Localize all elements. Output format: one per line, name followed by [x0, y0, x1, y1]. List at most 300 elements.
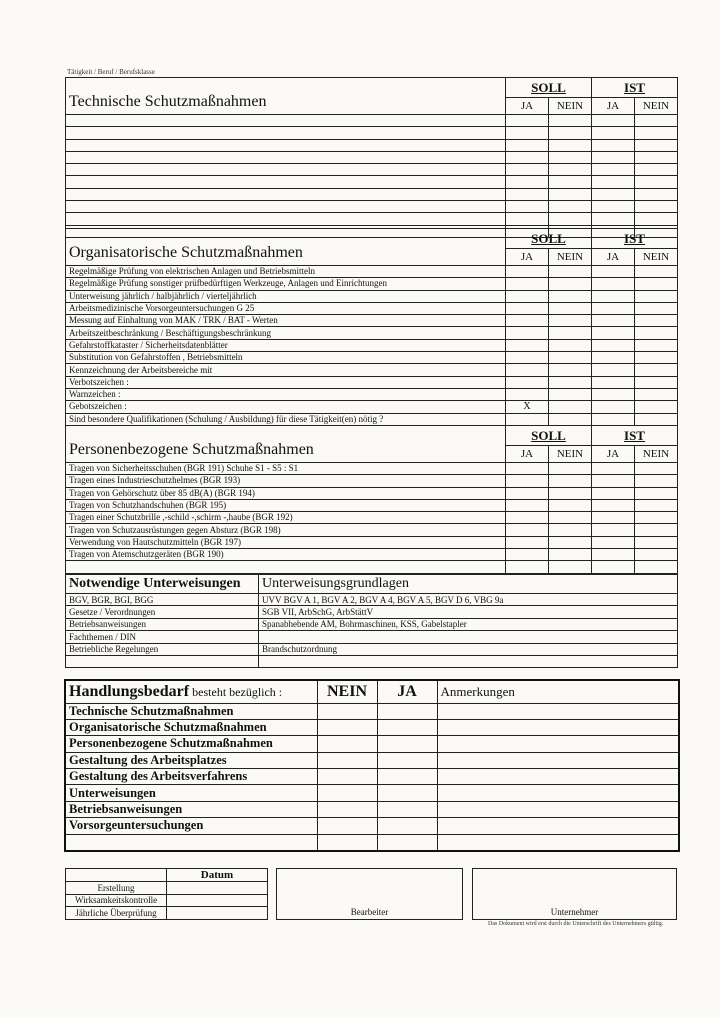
handlung-row: [65, 818, 679, 834]
soll-nein-cell[interactable]: [549, 127, 592, 139]
ja-header: JA: [506, 98, 549, 115]
ist-nein-cell[interactable]: [635, 352, 678, 364]
ist-nein-cell[interactable]: [635, 201, 678, 213]
ist-ja-cell[interactable]: [592, 188, 635, 200]
personen-row: [66, 524, 678, 536]
unterweisung-row: [66, 655, 678, 667]
ist-header: IST: [592, 78, 678, 98]
ist-nein-cell[interactable]: [635, 536, 678, 548]
handlung-anmerkung-cell[interactable]: [437, 752, 679, 768]
technische-row: [66, 127, 678, 139]
soll-nein-cell[interactable]: [549, 339, 592, 351]
ist-ja-cell[interactable]: [592, 201, 635, 213]
datum-value[interactable]: [167, 907, 268, 920]
bearbeiter-signature-box[interactable]: [276, 868, 463, 920]
unterweisung-row: [66, 631, 678, 643]
ist-nein-cell[interactable]: [635, 327, 678, 339]
personen-label: Tragen von Sicherheitsschuhen (BGR 191) Schuhe S1 - S5 : S1: [66, 463, 506, 475]
handlung-anmerkung-cell[interactable]: [437, 818, 679, 834]
unterweisung-category: Betriebsanweisungen: [66, 618, 259, 630]
organisatorische-label: Regelmäßige Prüfung sonstiger prüfbedürftigen Werkzeuge, Anlagen und Einrichtungen: [66, 278, 506, 290]
unterweisung-grundlage[interactable]: [259, 631, 678, 643]
technische-row: [66, 176, 678, 188]
technische-row: [66, 188, 678, 200]
ist-ja-cell[interactable]: [592, 499, 635, 511]
ist-nein-cell[interactable]: [635, 487, 678, 499]
soll-nein-cell[interactable]: [549, 213, 592, 225]
caption-taetigkeit: Tätigkeit / Beruf / Berufsklasse: [67, 68, 155, 76]
ist-nein-cell[interactable]: [635, 512, 678, 524]
unterweisung-grundlage[interactable]: Spanabhebende AM, Bohrmaschinen, KSS, Gabelstapler: [259, 618, 678, 630]
ist-nein-cell[interactable]: [635, 524, 678, 536]
organisatorische-row: [66, 315, 678, 327]
unterweisung-category: [66, 655, 259, 667]
handlung-ja-cell[interactable]: [377, 703, 437, 719]
soll-ja-cell[interactable]: [506, 352, 549, 364]
handlung-label: Unterweisungen: [65, 785, 317, 801]
ja-header: JA: [506, 249, 549, 266]
handlung-anmerkung-cell[interactable]: [437, 736, 679, 752]
technische-row: [66, 213, 678, 225]
handlung-ja-cell[interactable]: [377, 818, 437, 834]
ist-nein-cell[interactable]: [635, 176, 678, 188]
soll-nein-cell[interactable]: [549, 290, 592, 302]
soll-ja-cell[interactable]: [506, 413, 549, 425]
technische-entry-cell[interactable]: [66, 176, 506, 188]
ja-header: JA: [506, 446, 549, 463]
soll-ja-cell[interactable]: [506, 201, 549, 213]
technische-row: [66, 139, 678, 151]
ist-nein-cell[interactable]: [635, 364, 678, 376]
handlung-nein-cell[interactable]: [317, 785, 377, 801]
unterweisung-grundlage[interactable]: SGB VII, ArbSchG, ArbStättV: [259, 606, 678, 618]
soll-nein-cell[interactable]: [549, 401, 592, 413]
handlung-anmerkung-cell[interactable]: [437, 719, 679, 735]
soll-nein-cell[interactable]: [549, 151, 592, 163]
ist-nein-cell[interactable]: [635, 188, 678, 200]
soll-ja-cell[interactable]: [506, 115, 549, 127]
organisatorische-label: Unterweisung jährlich / halbjährlich / vierteljährlich: [66, 290, 506, 302]
soll-header: SOLL: [506, 229, 592, 249]
soll-nein-cell[interactable]: [549, 561, 592, 573]
technische-entry-cell[interactable]: [66, 213, 506, 225]
soll-ja-cell[interactable]: [506, 188, 549, 200]
ist-nein-cell[interactable]: [635, 499, 678, 511]
soll-ja-cell[interactable]: [506, 302, 549, 314]
soll-ja-cell[interactable]: [506, 475, 549, 487]
ist-ja-cell[interactable]: [592, 549, 635, 561]
ist-header: IST: [592, 426, 678, 446]
ist-ja-cell[interactable]: [592, 401, 635, 413]
datum-corner: [66, 869, 167, 882]
datum-value[interactable]: [167, 894, 268, 907]
soll-nein-cell[interactable]: [549, 302, 592, 314]
handlung-anmerkung-cell[interactable]: [437, 834, 679, 850]
ist-ja-cell[interactable]: [592, 475, 635, 487]
ist-nein-cell[interactable]: [635, 401, 678, 413]
ist-ja-cell[interactable]: [592, 151, 635, 163]
ist-ja-cell[interactable]: [592, 115, 635, 127]
grundlagen-title: Unterweisungsgrundlagen: [259, 575, 678, 594]
ist-nein-cell[interactable]: [635, 290, 678, 302]
ist-nein-cell[interactable]: [635, 139, 678, 151]
unterweisung-grundlage[interactable]: Brandschutzordnung: [259, 643, 678, 655]
organisatorische-label: Verbotszeichen :: [66, 376, 506, 388]
unterweisung-row: [66, 594, 678, 606]
ist-nein-cell[interactable]: [635, 561, 678, 573]
personen-row: [66, 463, 678, 475]
handlung-row: [65, 719, 679, 735]
handlung-nein-cell[interactable]: [317, 834, 377, 850]
organisatorische-row: [66, 376, 678, 388]
ist-ja-cell[interactable]: [592, 376, 635, 388]
handlung-anmerkung-cell[interactable]: [437, 801, 679, 817]
soll-ja-cell[interactable]: [506, 549, 549, 561]
footnote: Das Dokument wird erst durch die Unterschrift des Unternehmers gültig.: [488, 921, 664, 927]
soll-nein-cell[interactable]: [549, 352, 592, 364]
organisatorische-label: Messung auf Einhaltung von MAK / TRK / BAT - Werten: [66, 315, 506, 327]
ist-nein-cell[interactable]: [635, 475, 678, 487]
organisatorische-label: Arbeitszeitbeschränkung / Beschäftigungsbeschränkung: [66, 327, 506, 339]
ist-ja-cell[interactable]: [592, 290, 635, 302]
ist-ja-cell[interactable]: [592, 176, 635, 188]
organisatorische-row: [66, 278, 678, 290]
soll-nein-cell[interactable]: [549, 536, 592, 548]
handlung-row: [65, 736, 679, 752]
handlung-label: Organisatorische Schutzmaßnahmen: [65, 719, 317, 735]
handlung-label: [65, 834, 317, 850]
handlung-ja-cell[interactable]: [377, 752, 437, 768]
unterweisung-category: Fachthemen / DIN: [66, 631, 259, 643]
ist-ja-cell[interactable]: [592, 536, 635, 548]
handlung-nein-header: NEIN: [317, 680, 377, 703]
organisatorische-row: [66, 290, 678, 302]
datum-label: Erstellung: [66, 882, 167, 895]
ist-ja-cell[interactable]: [592, 139, 635, 151]
nein-header: NEIN: [549, 98, 592, 115]
handlung-nein-cell[interactable]: [317, 752, 377, 768]
soll-nein-cell[interactable]: [549, 388, 592, 400]
personen-label: Tragen von Schutzausrüstungen gegen Absturz (BGR 198): [66, 524, 506, 536]
handlung-label: Gestaltung des Arbeitsverfahrens: [65, 769, 317, 785]
handlung-nein-cell[interactable]: [317, 818, 377, 834]
unternehmer-signature-box[interactable]: [472, 868, 677, 920]
technische-row: [66, 164, 678, 176]
datum-row: [66, 907, 268, 920]
personen-row: [66, 499, 678, 511]
datum-label: Wirksamkeitskontrolle: [66, 894, 167, 907]
soll-nein-cell[interactable]: [549, 266, 592, 278]
ist-ja-cell[interactable]: [592, 512, 635, 524]
soll-ja-cell[interactable]: [506, 512, 549, 524]
soll-header: SOLL: [506, 426, 592, 446]
technische-entry-cell[interactable]: [66, 115, 506, 127]
technische-entry-cell[interactable]: [66, 151, 506, 163]
soll-ja-cell[interactable]: [506, 164, 549, 176]
ist-ja-cell[interactable]: [592, 266, 635, 278]
ist-ja-cell[interactable]: [592, 164, 635, 176]
technische-row: [66, 115, 678, 127]
personen-row: [66, 549, 678, 561]
technische-entry-cell[interactable]: [66, 127, 506, 139]
technische-row: [66, 201, 678, 213]
organisatorische-label: Sind besondere Qualifikationen (Schulung / Ausbildung) für diese Tätigkeit(en) nötig ?: [66, 413, 506, 425]
soll-ja-cell[interactable]: [506, 266, 549, 278]
soll-ja-cell[interactable]: [506, 176, 549, 188]
ist-ja-cell[interactable]: [592, 524, 635, 536]
soll-nein-cell[interactable]: [549, 364, 592, 376]
organisatorische-row: [66, 327, 678, 339]
organisatorische-row: [66, 339, 678, 351]
personen-table: [65, 425, 678, 574]
handlung-label: Vorsorgeuntersuchungen: [65, 818, 317, 834]
soll-ja-cell[interactable]: [506, 213, 549, 225]
ist-nein-cell[interactable]: [635, 213, 678, 225]
soll-nein-cell[interactable]: [549, 549, 592, 561]
ist-ja-cell[interactable]: [592, 463, 635, 475]
soll-ja-cell[interactable]: [506, 278, 549, 290]
nein-header: NEIN: [549, 249, 592, 266]
ist-nein-cell[interactable]: [635, 388, 678, 400]
organisatorische-row: [66, 302, 678, 314]
soll-header: SOLL: [506, 78, 592, 98]
technische-entry-cell[interactable]: [66, 201, 506, 213]
ist-nein-cell[interactable]: [635, 278, 678, 290]
soll-ja-cell[interactable]: [506, 524, 549, 536]
personen-label: Tragen von Schutzhandschuhen (BGR 195): [66, 499, 506, 511]
notwendige-title: Notwendige Unterweisungen: [66, 575, 259, 594]
datum-label: Jährliche Überprüfung: [66, 907, 167, 920]
ja-header: JA: [592, 446, 635, 463]
handlung-row: [65, 752, 679, 768]
technische-table: [65, 77, 678, 238]
handlung-ja-cell[interactable]: [377, 801, 437, 817]
organisatorische-row: [66, 388, 678, 400]
soll-ja-cell[interactable]: [506, 388, 549, 400]
handlung-ja-cell[interactable]: [377, 834, 437, 850]
technische-entry-cell[interactable]: [66, 188, 506, 200]
soll-nein-cell[interactable]: [549, 413, 592, 425]
handlung-anmerkung-cell[interactable]: [437, 785, 679, 801]
soll-ja-cell[interactable]: [506, 487, 549, 499]
soll-nein-cell[interactable]: [549, 327, 592, 339]
unterweisung-grundlage[interactable]: UVV BGV A 1, BGV A 2, BGV A 4, BGV A 5, BGV D 6, VBG 9a: [259, 594, 678, 606]
datum-header: Datum: [167, 869, 268, 882]
handlungsbedarf-sublabel: besteht bezüglich :: [192, 684, 283, 699]
handlung-ja-header: JA: [377, 680, 437, 703]
soll-nein-cell[interactable]: [549, 188, 592, 200]
personen-label: [66, 561, 506, 573]
soll-nein-cell[interactable]: [549, 278, 592, 290]
organisatorische-label: Regelmäßige Prüfung von elektrischen Anlagen und Betriebsmitteln: [66, 266, 506, 278]
nein-header: NEIN: [635, 249, 678, 266]
personen-label: Verwendung von Hautschutzmitteln (BGR 197): [66, 536, 506, 548]
soll-ja-cell[interactable]: [506, 315, 549, 327]
unterweisung-row: [66, 618, 678, 630]
ist-ja-cell[interactable]: [592, 278, 635, 290]
personen-row: [66, 561, 678, 573]
soll-nein-cell[interactable]: [549, 499, 592, 511]
handlung-nein-cell[interactable]: [317, 801, 377, 817]
ist-nein-cell[interactable]: [635, 315, 678, 327]
personen-label: Tragen eines Industrieschutzhelmes (BGR 193): [66, 475, 506, 487]
soll-nein-cell[interactable]: [549, 487, 592, 499]
handlung-label: Personenbezogene Schutzmaßnahmen: [65, 736, 317, 752]
ist-ja-cell[interactable]: [592, 315, 635, 327]
organisatorische-row: [66, 413, 678, 425]
datum-value[interactable]: [167, 882, 268, 895]
personen-label: Tragen von Atemschutzgeräten (BGR 190): [66, 549, 506, 561]
handlung-row: [65, 785, 679, 801]
ist-nein-cell[interactable]: [635, 115, 678, 127]
handlung-nein-cell[interactable]: [317, 703, 377, 719]
organisatorische-label: Gefahrstoffkataster / Sicherheitsdatenblätter: [66, 339, 506, 351]
technische-title: Technische Schutzmaßnahmen: [66, 78, 506, 115]
ist-ja-cell[interactable]: [592, 327, 635, 339]
ist-nein-cell[interactable]: [635, 376, 678, 388]
ist-ja-cell[interactable]: [592, 364, 635, 376]
handlung-row: [65, 769, 679, 785]
handlung-row: [65, 703, 679, 719]
organisatorische-label: Substitution von Gefahrstoffen , Betriebsmitteln: [66, 352, 506, 364]
soll-nein-cell[interactable]: [549, 115, 592, 127]
ist-nein-cell[interactable]: [635, 339, 678, 351]
handlung-anmerkung-cell[interactable]: [437, 703, 679, 719]
ist-ja-cell[interactable]: [592, 213, 635, 225]
nein-header: NEIN: [635, 446, 678, 463]
ist-nein-cell[interactable]: [635, 266, 678, 278]
personen-row: [66, 475, 678, 487]
soll-nein-cell[interactable]: [549, 164, 592, 176]
ja-header: JA: [592, 98, 635, 115]
soll-ja-cell[interactable]: [506, 151, 549, 163]
organisatorische-row: [66, 266, 678, 278]
handlung-anmerkung-cell[interactable]: [437, 769, 679, 785]
ist-ja-cell[interactable]: [592, 352, 635, 364]
personen-row: [66, 512, 678, 524]
handlung-row: [65, 801, 679, 817]
soll-ja-cell[interactable]: [506, 327, 549, 339]
organisatorische-row: [66, 352, 678, 364]
soll-ja-cell[interactable]: [506, 536, 549, 548]
datum-row: [66, 882, 268, 895]
handlung-nein-cell[interactable]: [317, 769, 377, 785]
soll-ja-cell[interactable]: [506, 139, 549, 151]
soll-nein-cell[interactable]: [549, 315, 592, 327]
ist-ja-cell[interactable]: [592, 413, 635, 425]
ja-header: JA: [592, 249, 635, 266]
soll-nein-cell[interactable]: [549, 463, 592, 475]
personen-label: Tragen von Gehörschutz über 85 dB(A) (BGR 194): [66, 487, 506, 499]
soll-nein-cell[interactable]: [549, 475, 592, 487]
bearbeiter-label: Bearbeiter: [350, 907, 389, 917]
handlung-ja-cell[interactable]: [377, 719, 437, 735]
unterweisungen-table: [65, 574, 678, 668]
handlungsbedarf-table: [64, 679, 680, 852]
ist-nein-cell[interactable]: [635, 413, 678, 425]
ist-nein-cell[interactable]: [635, 127, 678, 139]
soll-ja-cell[interactable]: [506, 290, 549, 302]
personen-row: [66, 536, 678, 548]
organisatorische-label: Warnzeichen :: [66, 388, 506, 400]
soll-ja-cell[interactable]: [506, 376, 549, 388]
organisatorische-title: Organisatorische Schutzmaßnahmen: [66, 229, 506, 266]
unterweisung-category: Betriebliche Regelungen: [66, 643, 259, 655]
soll-nein-cell[interactable]: [549, 512, 592, 524]
datum-table: [65, 868, 268, 920]
nein-header: NEIN: [635, 98, 678, 115]
unterweisung-category: BGV, BGR, BGI, BGG: [66, 594, 259, 606]
ist-ja-cell[interactable]: [592, 487, 635, 499]
anmerkungen-header: Anmerkungen: [437, 680, 679, 703]
personen-title: Personenbezogene Schutzmaßnahmen: [66, 426, 506, 463]
handlung-ja-cell[interactable]: [377, 769, 437, 785]
ist-nein-cell[interactable]: [635, 549, 678, 561]
soll-ja-cell[interactable]: X: [506, 401, 549, 413]
soll-ja-cell[interactable]: [506, 127, 549, 139]
handlung-nein-cell[interactable]: [317, 736, 377, 752]
unterweisung-grundlage[interactable]: [259, 655, 678, 667]
ist-ja-cell[interactable]: [592, 127, 635, 139]
unternehmer-label: Unternehmer: [550, 907, 599, 917]
organisatorische-row: [66, 401, 678, 413]
personen-row: [66, 487, 678, 499]
personen-label: Tragen einer Schutzbrille ,-schild -,schirm -,haube (BGR 192): [66, 512, 506, 524]
ist-ja-cell[interactable]: [592, 302, 635, 314]
technische-entry-cell[interactable]: [66, 139, 506, 151]
organisatorische-table: [65, 228, 678, 426]
ist-nein-cell[interactable]: [635, 463, 678, 475]
organisatorische-label: Arbeitsmedizinische Vorsorgeuntersuchungen G 25: [66, 302, 506, 314]
handlung-label: Gestaltung des Arbeitsplatzes: [65, 752, 317, 768]
soll-ja-cell[interactable]: [506, 499, 549, 511]
handlung-label: Technische Schutzmaßnahmen: [65, 703, 317, 719]
unterweisung-category: Gesetze / Verordnungen: [66, 606, 259, 618]
ist-nein-cell[interactable]: [635, 164, 678, 176]
handlung-ja-cell[interactable]: [377, 736, 437, 752]
ist-ja-cell[interactable]: [592, 339, 635, 351]
ist-ja-cell[interactable]: [592, 388, 635, 400]
soll-ja-cell[interactable]: [506, 561, 549, 573]
organisatorische-label: Kennzeichnung der Arbeitsbereiche mit: [66, 364, 506, 376]
ist-ja-cell[interactable]: [592, 561, 635, 573]
handlung-label: Betriebsanweisungen: [65, 801, 317, 817]
datum-row: [66, 894, 268, 907]
soll-ja-cell[interactable]: [506, 339, 549, 351]
soll-nein-cell[interactable]: [549, 139, 592, 151]
soll-ja-cell[interactable]: [506, 463, 549, 475]
technische-entry-cell[interactable]: [66, 164, 506, 176]
ist-nein-cell[interactable]: [635, 302, 678, 314]
unterweisung-row: [66, 643, 678, 655]
ist-nein-cell[interactable]: [635, 151, 678, 163]
soll-nein-cell[interactable]: [549, 201, 592, 213]
soll-nein-cell[interactable]: [549, 376, 592, 388]
technische-row: [66, 151, 678, 163]
soll-nein-cell[interactable]: [549, 176, 592, 188]
soll-nein-cell[interactable]: [549, 524, 592, 536]
handlung-nein-cell[interactable]: [317, 719, 377, 735]
handlungsbedarf-label: Handlungsbedarf: [69, 682, 190, 700]
ist-header: IST: [592, 229, 678, 249]
handlung-ja-cell[interactable]: [377, 785, 437, 801]
nein-header: NEIN: [549, 446, 592, 463]
organisatorische-row: [66, 364, 678, 376]
soll-ja-cell[interactable]: [506, 364, 549, 376]
unterweisung-row: [66, 606, 678, 618]
handlung-row: [65, 834, 679, 850]
organisatorische-label: Gebotszeichen :: [66, 401, 506, 413]
